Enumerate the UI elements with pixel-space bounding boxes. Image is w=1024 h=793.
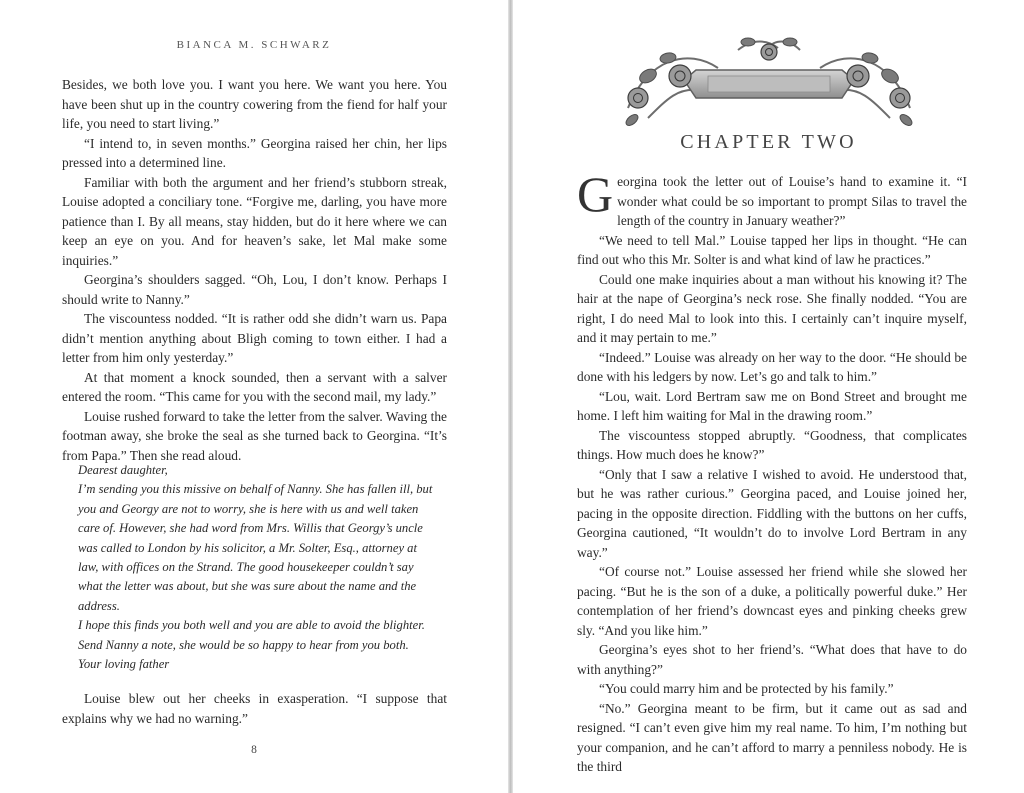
paragraph: At that moment a knock sounded, then a servant with a salver entered the room. “This came for you with the second mail, my lady.” [62, 369, 447, 404]
letter-block [78, 461, 438, 674]
paragraph: “Of course not.” Louise assessed her friend while she slowed her pacing. “But he is the son of a duke, a politically powerful duke.” Her contemplation of her friend’s downcast eyes and pinking cheeks grew sly. “And you like him.” [577, 564, 967, 638]
paragraph: Louise blew out her cheeks in exasperation. “I suppose that explains why we had no warning.” [62, 691, 447, 726]
letter-salutation: Dearest daughter, [78, 463, 168, 477]
letter-body: I’m sending you this missive on behalf of Nanny. She has fallen ill, but you and Georgy are not to worry, she is here with us and well taken care of. However, she had word from Mrs. Willis that Georgy’s uncle was called to London by his solicitor, a Mr. Solter, Esq., attorney at law, with offices on the Strand. The good housekeeper couldn’t say what the letter was about, but she was sure about the name and the address. [78, 482, 433, 613]
right-body-text [577, 166, 967, 777]
chapter-title: CHAPTER TWO [680, 131, 857, 153]
ornamental-banner [608, 28, 930, 128]
left-closing-text [62, 689, 447, 728]
left-body-text [62, 75, 447, 465]
paragraph: “Lou, wait. Lord Bertram saw me on Bond Street and brought me home. I left him waiting for Mal in the drawing room.” [577, 388, 967, 423]
paragraph: “You could marry him and be protected by his family.” [599, 681, 894, 696]
paragraph: Familiar with both the argument and her friend’s stubborn streak, Louise adopted a conciliary tone. “Forgive me, darling, you have more patience than I. By all means, stay hidden, but do it here where we can keep an eye on you. And for heaven’s sake, let Mal make some inquiries.” [62, 174, 447, 268]
left-page [0, 0, 508, 793]
paragraph: “I intend to, in seven months.” Georgina raised her chin, her lips pressed into a determined line. [62, 135, 447, 170]
paragraph: Besides, we both love you. I want you here. We want you here. You have been shut up in the country cowering from the fiend for half your life, you need to start living.” [62, 77, 447, 131]
paragraph: Could one make inquiries about a man without his knowing it? The hair at the nape of Georgina’s neck rose. She finally nodded. “You are right, I do need Mal to look into this. I certainly can’t inquire myself, and it may pertain to me.” [577, 271, 967, 345]
paragraph: “Indeed.” Louise was already on her way to the door. “He should be done with his ledgers by now. Let’s go and talk to him.” [577, 349, 967, 384]
paragraph: “Only that I saw a relative I wished to avoid. He understood that, but he was rather curious.” Georgina paced, and Louise joined her, pacing in the opposite direction. Fiddling with the buttons on her cuffs, Georgina cautioned, “It wouldn’t do to involve Lord Bertram in any way.” [577, 466, 967, 560]
letter-signoff: Your loving father [78, 657, 170, 672]
paragraph: Louise rushed forward to take the letter from the salver. Waving the footman away, she broke the seal as she turned back to Georgina. “It’s from Papa.” Then she read aloud. [62, 408, 447, 463]
first-paragraph-text: eorgina took the letter out of Louise’s hand to examine it. “I wonder what could be so important to prompt Silas to travel the length of the country in January weather?” [617, 174, 967, 228]
right-page [513, 0, 1024, 793]
first-paragraph [577, 166, 967, 231]
page-number: 8 [251, 744, 257, 756]
letter-body: I hope this finds you both well and you are able to avoid the blighter. Send Nanny a note, she would be so happy to hear from you both. [78, 618, 425, 652]
paragraph: Georgina’s shoulders sagged. “Oh, Lou, I don’t know. Perhaps I should write to Nanny.” [62, 272, 447, 307]
paragraph: Georgina’s eyes shot to her friend’s. “What does that have to do with anything?” [577, 642, 967, 677]
paragraph: The viscountess nodded. “It is rather odd she didn’t warn us. Papa didn’t mention anything about Bligh coming to town either. I had a letter from him only yesterday.” [62, 311, 447, 365]
paragraph: “We need to tell Mal.” Louise tapped her lips in thought. “He can find out who this Mr. Solter is and what kind of law he practices.” [577, 232, 967, 267]
paragraph: The viscountess stopped abruptly. “Goodness, that complicates things. How much does he know?” [577, 427, 967, 462]
drop-cap: G [577, 166, 614, 222]
paragraph: “No.” Georgina meant to be firm, but it came out as sad and resigned. “I can’t even give him my real name. To him, I’m nothing but your companion, and he can’t afford to marry a penniless nobody. He is the third [577, 700, 967, 774]
running-head: BIANCA M. SCHWARZ [176, 39, 332, 51]
